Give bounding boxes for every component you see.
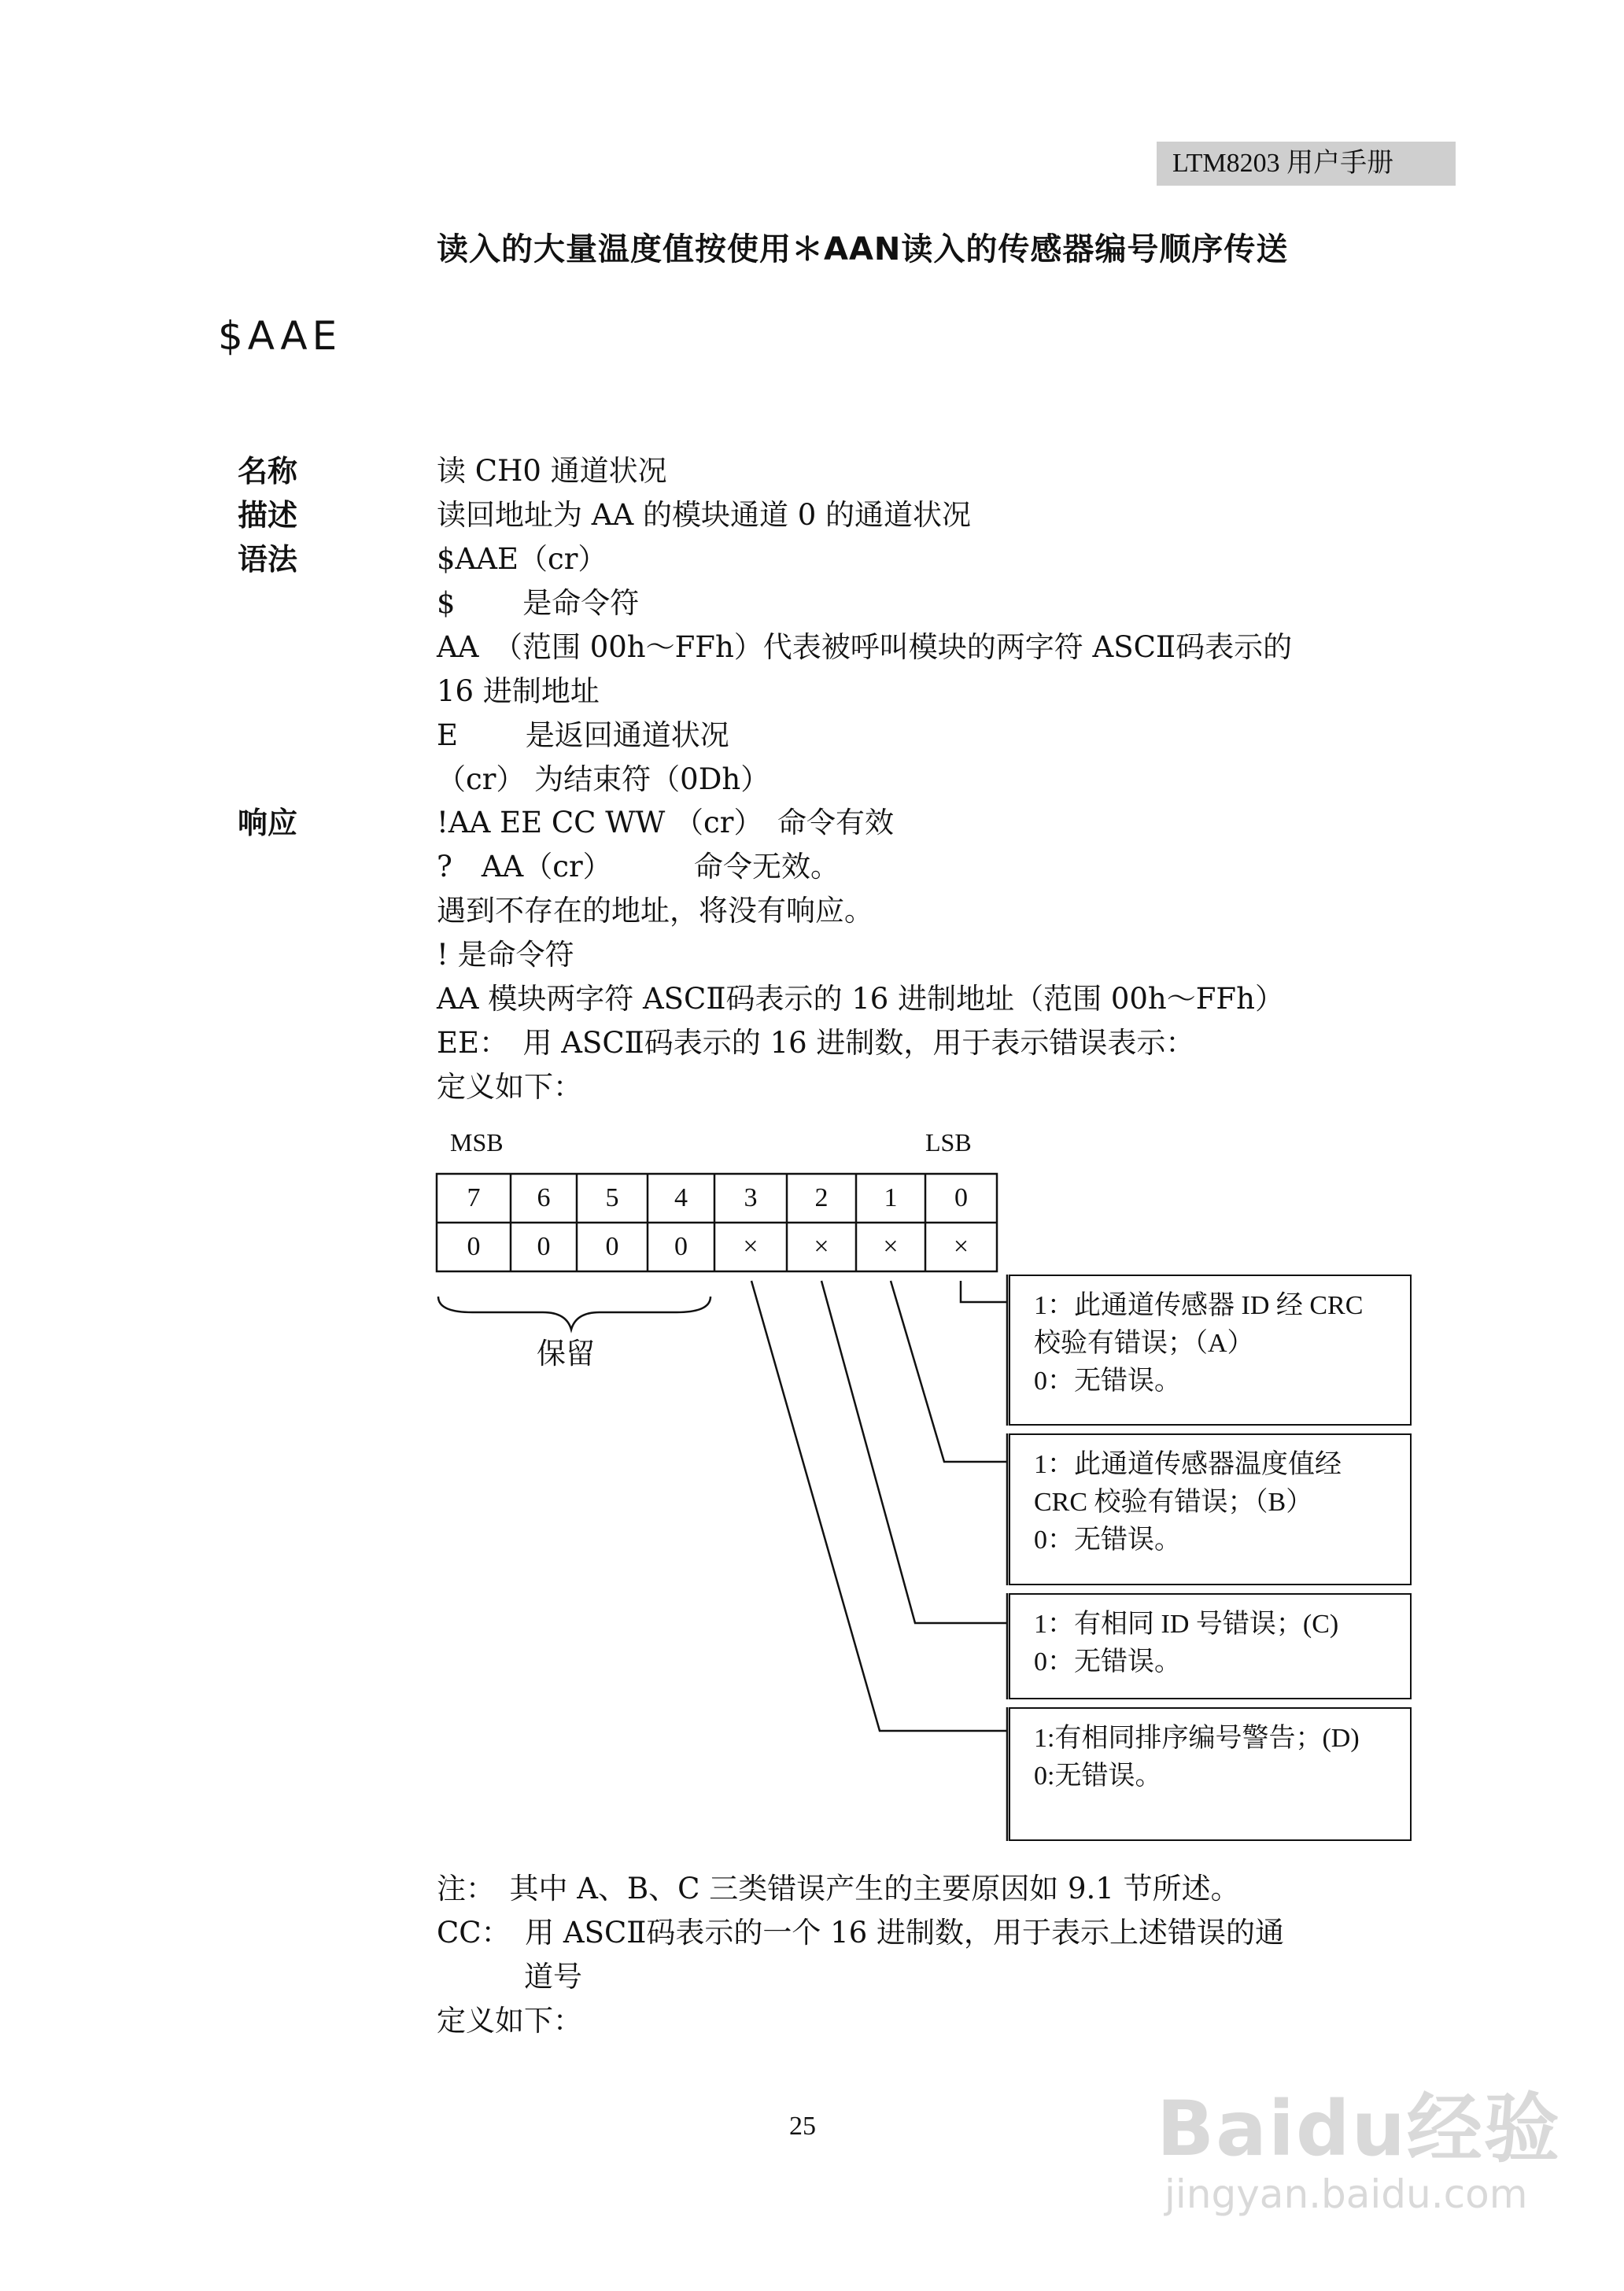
- description-line: 0:无错误。: [1034, 1762, 1162, 1791]
- bit-value: ×: [814, 1232, 829, 1261]
- syntax-line: 16 进制地址: [437, 674, 600, 708]
- response-line: AA 模块两字符 ASCⅡ码表示的 16 进制地址（范围 00h～FFh）: [437, 982, 1284, 1016]
- bit3-description: [1009, 1707, 1412, 1841]
- response-line: 定义如下：: [437, 1070, 582, 1104]
- syntax-line: （cr） 为结束符（0Dh）: [437, 762, 770, 796]
- bit-position: 6: [537, 1183, 551, 1212]
- bit-value: ×: [953, 1232, 969, 1261]
- syntax-label: 语法: [238, 542, 298, 577]
- bit-value: 0: [674, 1232, 688, 1261]
- bit-position: 4: [674, 1183, 688, 1212]
- description-line: 校验有错误；（A）: [1034, 1329, 1254, 1358]
- response-line: EE： 用 ASCⅡ码表示的 16 进制数，用于表示错误表示：: [437, 1026, 1195, 1060]
- watermark-logo: Baidu经验: [1157, 2085, 1561, 2173]
- intro-heading: 读入的大量温度值按使用＊AAN读入的传感器编号顺序传送: [437, 231, 1289, 267]
- msb-label: MSB: [450, 1128, 504, 1157]
- bit-position: 5: [605, 1183, 619, 1212]
- description-line: 0：无错误。: [1034, 1525, 1181, 1555]
- page-number: 25: [789, 2112, 816, 2141]
- response-line: ! 是命令符: [437, 938, 574, 972]
- bit-value: 0: [537, 1232, 551, 1261]
- response-line: 遇到不存在的地址，将没有响应。: [437, 894, 873, 928]
- syntax-line: AA （范围 00h～FFh）代表被呼叫模块的两字符 ASCⅡ码表示的: [437, 630, 1293, 664]
- bit-position: 0: [954, 1183, 968, 1212]
- bit-position: 3: [744, 1183, 758, 1212]
- name-value: 读 CH0 通道状况: [437, 454, 667, 488]
- bit-position: 2: [814, 1183, 829, 1212]
- syntax-line: $AAE（cr）: [437, 542, 607, 576]
- bit-value: 0: [467, 1232, 481, 1261]
- name-label: 名称: [238, 454, 298, 489]
- description-line: 0：无错误。: [1034, 1647, 1181, 1677]
- bit-value: ×: [883, 1232, 899, 1261]
- response-line: !AA EE CC WW （cr） 命令有效: [437, 806, 894, 839]
- bit-position: 7: [467, 1183, 481, 1212]
- response-label: 响应: [238, 806, 298, 840]
- description-line: 1：此通道传感器 ID 经 CRC: [1034, 1291, 1364, 1320]
- description-line: 1：有相同 ID 号错误；(C): [1034, 1610, 1339, 1639]
- description-value: 读回地址为 AA 的模块通道 0 的通道状况: [437, 498, 972, 532]
- command-title: $AAE: [218, 313, 342, 359]
- bit-value: 0: [605, 1232, 619, 1261]
- description-line: 1：此通道传感器温度值经: [1034, 1450, 1342, 1479]
- note-line: 道号: [437, 1960, 582, 1994]
- note-line: 注： 其中 A、B、C 三类错误产生的主要原因如 9.1 节所述。: [437, 1872, 1240, 1905]
- note-line: 定义如下：: [437, 2004, 582, 2038]
- bit0-description: [1009, 1275, 1412, 1426]
- watermark-url: jingyan.baidu.com: [1164, 2171, 1528, 2217]
- bit1-description: [1009, 1433, 1412, 1585]
- bit-position: 1: [884, 1183, 898, 1212]
- note-line: CC： 用 ASCⅡ码表示的一个 16 进制数，用于表示上述错误的通: [437, 1916, 1285, 1950]
- response-line: ? AA（cr） 命令无效。: [437, 850, 840, 884]
- document-header: LTM8203 用户手册: [1157, 142, 1456, 186]
- description-label: 描述: [238, 498, 298, 533]
- description-line: 0：无错误。: [1034, 1367, 1181, 1396]
- syntax-line: $ 是命令符: [437, 586, 640, 620]
- bit2-description: [1009, 1593, 1412, 1699]
- description-line: CRC 校验有错误；（B）: [1034, 1488, 1313, 1517]
- bit-value: ×: [743, 1232, 758, 1261]
- reserved-label: 保留: [537, 1337, 595, 1371]
- description-line: 1:有相同排序编号警告；(D): [1034, 1724, 1360, 1753]
- syntax-line: E 是返回通道状况: [437, 718, 729, 752]
- lsb-label: LSB: [925, 1128, 972, 1157]
